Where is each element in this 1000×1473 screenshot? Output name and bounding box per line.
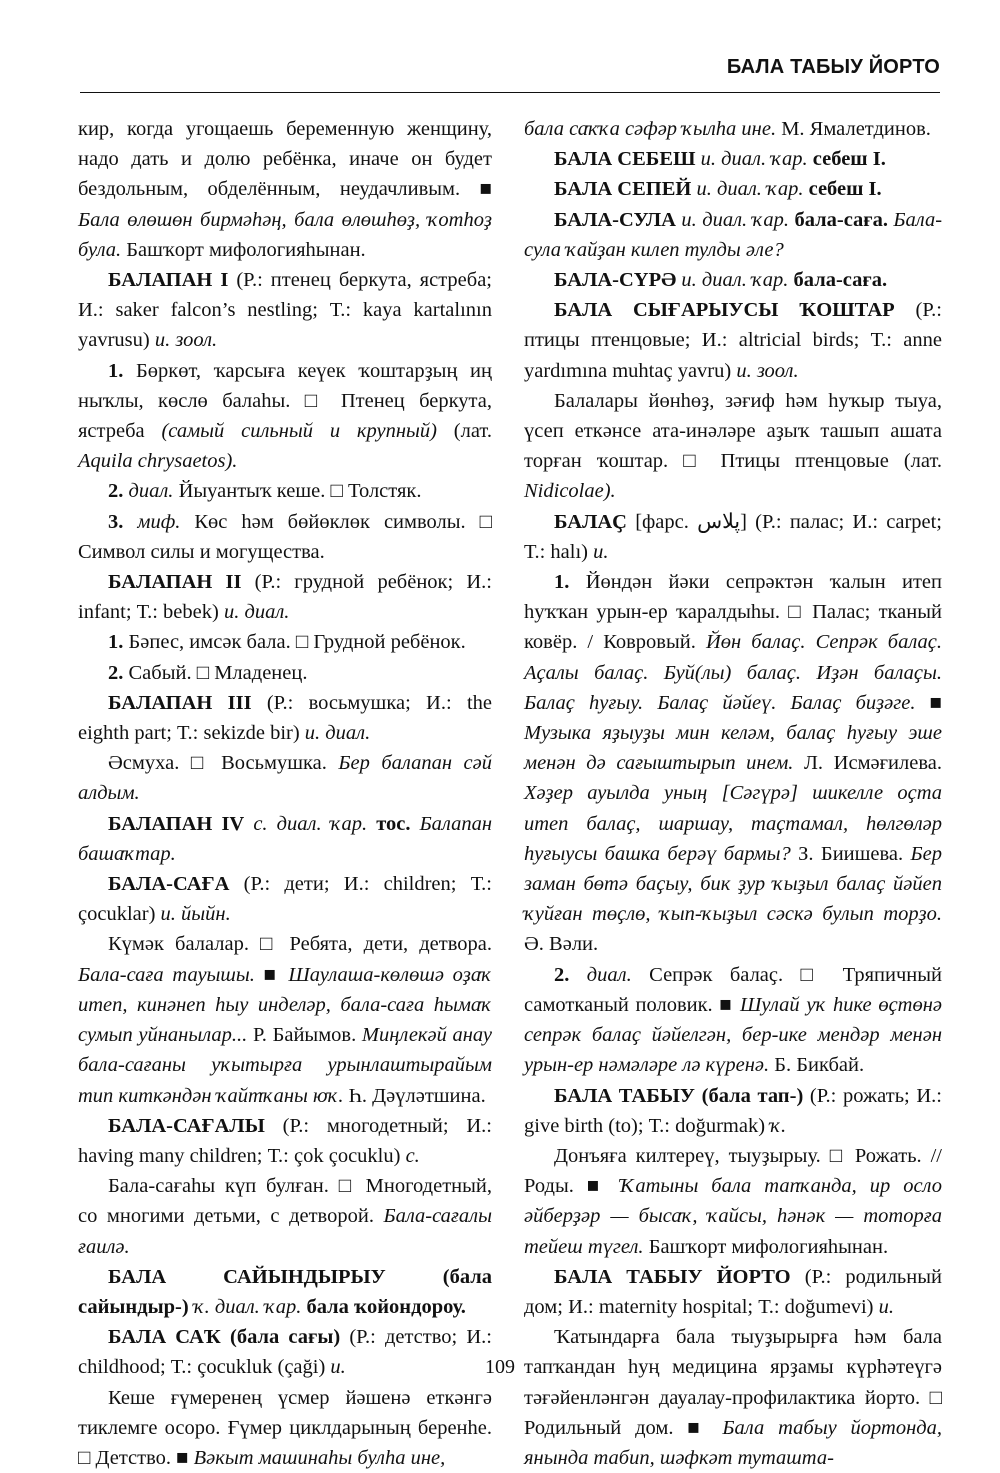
body-text: (Р.: птицы птенцовые; И.: altricial birds; Т.: anne yardımına muhtaç yavru) (524, 299, 942, 382)
dictionary-paragraph (78, 1171, 492, 1262)
italic-text: и. (330, 1356, 346, 1379)
headword: БАЛАПАН III (108, 691, 252, 714)
dictionary-paragraph (78, 627, 492, 657)
italic-text: Бала-сағалы ғаилә. (78, 1205, 492, 1258)
headword: бала-саға. (793, 269, 888, 292)
dictionary-paragraph (524, 1141, 942, 1262)
body-text: ■ (915, 691, 942, 714)
italic-text: Ҡатыны бала тапҡанда, ир осло әйберҙәр — бысаҡ, ҡайсы, һәнәк — тоторға тейеш түгел. (524, 1175, 942, 1258)
italic-text: Бер балапан сәй алдым. (78, 752, 492, 805)
running-head-title: БАЛА ТАБЫУ ЙОРТО (726, 56, 940, 78)
body-text (367, 813, 376, 835)
italic-text: и. диал. (223, 601, 290, 624)
headword: БАЛА-СҮРӘ (554, 269, 677, 292)
headword: 1. (108, 631, 124, 654)
italic-text: и. зоол. (736, 359, 799, 382)
headword: 1. (108, 359, 124, 382)
headword: 1. (554, 571, 570, 594)
body-text: (лат. (436, 420, 492, 443)
body-text: (Р.: птенец беркута, ястреба; И.: saker falcon’s nestling; Т.: kaya kartalının yavrusu) (78, 269, 492, 352)
body-text: Башҡорт мифологияһынан. (121, 238, 366, 261)
body-text: Л. Исмәғилева. (793, 752, 942, 775)
dictionary-paragraph (524, 960, 942, 1081)
headword: себеш I. (808, 178, 882, 201)
italic-text: Бер заман бөтә баҫыу, бик ҙур ҡыҙыл балаҫ йәйеп ҡуйған төҫлө, ҡып-ҡыҙыл сәскә булып торҙо. (524, 842, 942, 926)
dictionary-paragraph (78, 688, 492, 748)
italic-text: Хәҙер ауылда уның [Сәгүрә] шикелле оҫта итеп балаҫ, шаршау, таҫтамал, һөлгөләр һуғыусы башка берәү бармы? (524, 782, 942, 865)
body-text: ■ (254, 963, 289, 986)
body-text (569, 964, 586, 986)
headword: БАЛА САҠ (бала сағы) (108, 1326, 341, 1349)
dictionary-paragraph (78, 476, 492, 506)
body-text: (Р.: детство; И.: childhood; Т.: çocukluk (çaği) (78, 1326, 492, 1379)
headword: 2. (108, 661, 124, 684)
italic-text: Музыка яҙыуҙы мин келәм, балаҫ һуғыу эше менән дә сағыштырып инем. (524, 722, 942, 775)
dictionary-paragraph (78, 567, 492, 627)
body-text: (Р.: многодетный; И.: having many children; Т.: çok çocuklu) (78, 1114, 492, 1167)
headword: бала-саға. (794, 208, 888, 231)
dictionary-paragraph (524, 295, 942, 386)
italic-text: и. диал. ҡар. (681, 208, 789, 231)
italic-text: и. диал. (304, 722, 371, 745)
headword: тос. (376, 812, 411, 835)
italic-text: бала саҡҡа сәфәр ҡылһа ине. (524, 118, 777, 140)
headword: БАЛА СЕБЕШ (554, 148, 696, 171)
body-text: Йыуантыҡ кеше. □ Толстяк. (173, 480, 422, 503)
body-text: Һ. Дәүләтшина. (343, 1084, 486, 1107)
dictionary-paragraph (524, 144, 942, 174)
dictionary-paragraph (78, 748, 492, 808)
dictionary-paragraph (78, 658, 492, 688)
italic-text: Бала табыу йортонда, янында табип, шәфкәт туташта- (524, 1416, 943, 1469)
right-column (524, 114, 942, 1473)
italic-text: Вәкыт машинаһы булһа ине, (193, 1446, 446, 1469)
headword: БАЛА-САҒАЛЫ (108, 1114, 265, 1137)
italic-text: с. диал. ҡар. (253, 812, 368, 835)
italic-text: диал. (128, 480, 174, 503)
headword: БАЛАПАН I (108, 269, 229, 292)
dictionary-paragraph (78, 1262, 492, 1322)
italic-text: Шаулаша-көлөшә оҙаҡ итеп, кинәнеп һыу инделәр, бала-саға һымаҡ сумып уйнанылар... (78, 963, 492, 1047)
body-text: Балалары йөнһөҙ, зәғиф һәм һуҡыр тыуа, үсеп еткәнсе ата-инәләре аҙыҡ ташып ашата торған ҡоштар. □ Птицы птенцовые (лат. (524, 389, 942, 473)
headword: себеш I. (812, 148, 886, 171)
dictionary-paragraph (524, 386, 942, 507)
headword: 2. (554, 963, 570, 986)
dictionary-paragraph (524, 1081, 942, 1141)
body-text: (Р.: восьмушка; И.: the eighth part; Т.: sekizde bir) (78, 691, 492, 745)
body-text: Әсмуха. □ Восьмушка. (108, 752, 339, 775)
italic-text: Бала-саға тауышы. (78, 963, 255, 986)
dictionary-paragraph (524, 114, 942, 144)
headword: 3. (108, 510, 124, 533)
dictionary-paragraph (524, 507, 942, 567)
headword: БАЛА СЫҒАРЫУСЫ ҠОШТАР (554, 299, 895, 322)
dictionary-paragraph (78, 929, 492, 1110)
headword: БАЛА ТАБЫУ ЙОРТО (554, 1265, 791, 1288)
italic-text: Бала-сула ҡайҙан килеп тулды әле? (524, 208, 943, 261)
body-text (410, 813, 419, 835)
italic-text: (самый сильный и крупный) (161, 420, 437, 443)
body-text: Бәпес, имсәк бала. □ Грудной ребёнок. (123, 631, 466, 654)
italic-text: Бала өлөшөн бирмәһәң, бала өлөшһөҙ, ҡотһоҙ була. (78, 208, 492, 261)
body-text: Кеше ғүмеренең үсмер йәшенә еткәнгә тиклемге осоро. Ғүмер циклдарының беренһе. □ Детство. ■ (78, 1386, 492, 1469)
body-text: Донъяға килтереү, тыуҙырыу. □ Рожать. // Роды. ■ (524, 1144, 942, 1198)
italic-text: и. йыйн. (160, 903, 231, 926)
body-text: Ҡатындарға бала тыуҙырырға һәм бала тапҡандан һуң медицина ярҙамы күрһәтеүгә тәғәйенләнгән дауалау-профилактика йорто. □ Родильный дом. ■ (524, 1326, 942, 1439)
italic-text: диал. (586, 963, 632, 986)
italic-text: и. (878, 1295, 894, 1318)
left-column (78, 114, 492, 1473)
body-text: [фарс. پلاس] (Р.: палас; И.: carpet; Т.: halı) (524, 510, 943, 563)
dictionary-paragraph (524, 567, 942, 960)
italic-text: Балапан башаҡтар. (78, 812, 493, 865)
italic-text: Шулай уҡ һике өҫтөнә сепрәк балаҫ йәйелгән, бер-ике мендәр менән урын-ер нәмәләре лә күренә. (524, 993, 942, 1077)
dictionary-paragraph (524, 265, 942, 295)
headword: БАЛА-СУЛА (554, 208, 676, 231)
body-text: Башҡорт мифологияһынан. (643, 1235, 889, 1258)
body-text: Көс һәм бөйөклөк символы. □ Символ силы и могущества. (78, 510, 492, 563)
dictionary-paragraph (524, 205, 942, 265)
dictionary-paragraph (524, 1322, 942, 1473)
dictionary-paragraph (78, 507, 492, 567)
italic-text: ҡ. диал. ҡар. (193, 1295, 302, 1318)
headword: 2. (108, 480, 124, 503)
headword: БАЛАПАН IV (108, 812, 245, 835)
dictionary-paragraph (78, 1383, 492, 1473)
dictionary-paragraph (78, 265, 492, 356)
body-text: Бала-сағаһы күп булған. □ Многодетный, со многими детьми, с детворой. (78, 1175, 492, 1228)
dictionary-paragraph (78, 356, 492, 477)
italic-text: и. диал. ҡар. (700, 148, 808, 171)
headword: БАЛАҪ (554, 510, 627, 533)
headword: БАЛА СЕПЕЙ (554, 178, 692, 201)
body-text: М. Ямалетдинов. (776, 118, 931, 140)
italic-text: и. зоол. (154, 329, 218, 352)
headword: БАЛА ТАБЫУ (бала тап-) (554, 1084, 804, 1107)
body-text: (Р.: родильный дом; И.: maternity hospital; Т.: doğumevi) (524, 1265, 942, 1318)
dictionary-paragraph (524, 174, 942, 204)
headword: БАЛАПАН II (108, 571, 242, 594)
italic-text: Йөн балаҫ. Сепрәк балаҫ. Аҫалы балаҫ. Буй(лы) балаҫ. Иҙән балаҫы. Балаҫ һуғыу. Балаҫ йәйеү. Балаҫ биҙәге. (524, 631, 942, 714)
body-text: Күмәк балалар. □ Ребята, дети, детвора. (108, 933, 492, 956)
body-text: Ә. Вәли. (524, 933, 599, 956)
italic-text: Миңлекәй анау бала-сағаны уҡытырға урынлаштырайым тип киткәндән ҡайтҡаны юҡ. (78, 1024, 493, 1107)
body-text (123, 511, 137, 533)
body-text: Б. Бикбай. (769, 1054, 865, 1077)
italic-text: миф. (137, 510, 181, 533)
body-text: З. Биишева. (790, 842, 911, 865)
body-text: Бөркөт, ҡарсығa кеүек ҡоштарҙың иң ныҡлы, көслө балаһы. □ Птенец беркута, ястреба (78, 359, 492, 443)
dictionary-paragraph (78, 869, 492, 929)
body-text: Сабый. □ Младенец. (123, 661, 308, 684)
running-head (80, 54, 940, 93)
dictionary-paragraph (78, 114, 492, 265)
italic-text: и. диал. ҡар. (681, 269, 789, 292)
body-text: (Р.: грудной ребёнок; И.: infant; Т.: bebek) (78, 571, 492, 624)
body-text (244, 813, 253, 835)
body-text: Р. Байымов. (247, 1024, 362, 1047)
headword: БАЛА-САҒА (108, 873, 230, 896)
body-text: (Р.: рожать; И.: give birth (to); Т.: doğurmak) (524, 1084, 942, 1137)
body-text: кир, когда угощаешь беременную женщину, надо дать и долю ребёнка, иначе он будет бездольным, обделённым, неудачливым. ■ (78, 118, 492, 201)
body-text: (Р.: дети; И.: children; Т.: çocuklar) (78, 873, 492, 926)
dictionary-paragraph (78, 809, 492, 869)
dictionary-paragraph (524, 1262, 942, 1322)
page-number: 109 (485, 1356, 515, 1378)
italic-text: ҡ. (770, 1114, 787, 1137)
headword: бала ҡойондороу. (306, 1295, 466, 1318)
italic-text: и. (593, 540, 609, 563)
body-text: Йөндән йәки сепрәктән ҡалын итеп һуҡҡан урын-ер ҡаралдыһы. □ Палас; тканый ковёр. / Ковровый. (524, 571, 942, 654)
italic-text: и. диал. ҡар. (696, 178, 804, 201)
italic-text: Nidicolae). (524, 480, 616, 503)
headword: БАЛА САЙЫНДЫРЫУ (бала сайындыр-) (78, 1265, 492, 1318)
body-text: Сепрәк балаҫ. □ Тряпичный самотканый половик. ■ (524, 963, 942, 1016)
italic-text: с. (405, 1144, 420, 1167)
dictionary-paragraph (78, 1111, 492, 1171)
italic-text: Aquila chrysaetos). (78, 450, 238, 473)
